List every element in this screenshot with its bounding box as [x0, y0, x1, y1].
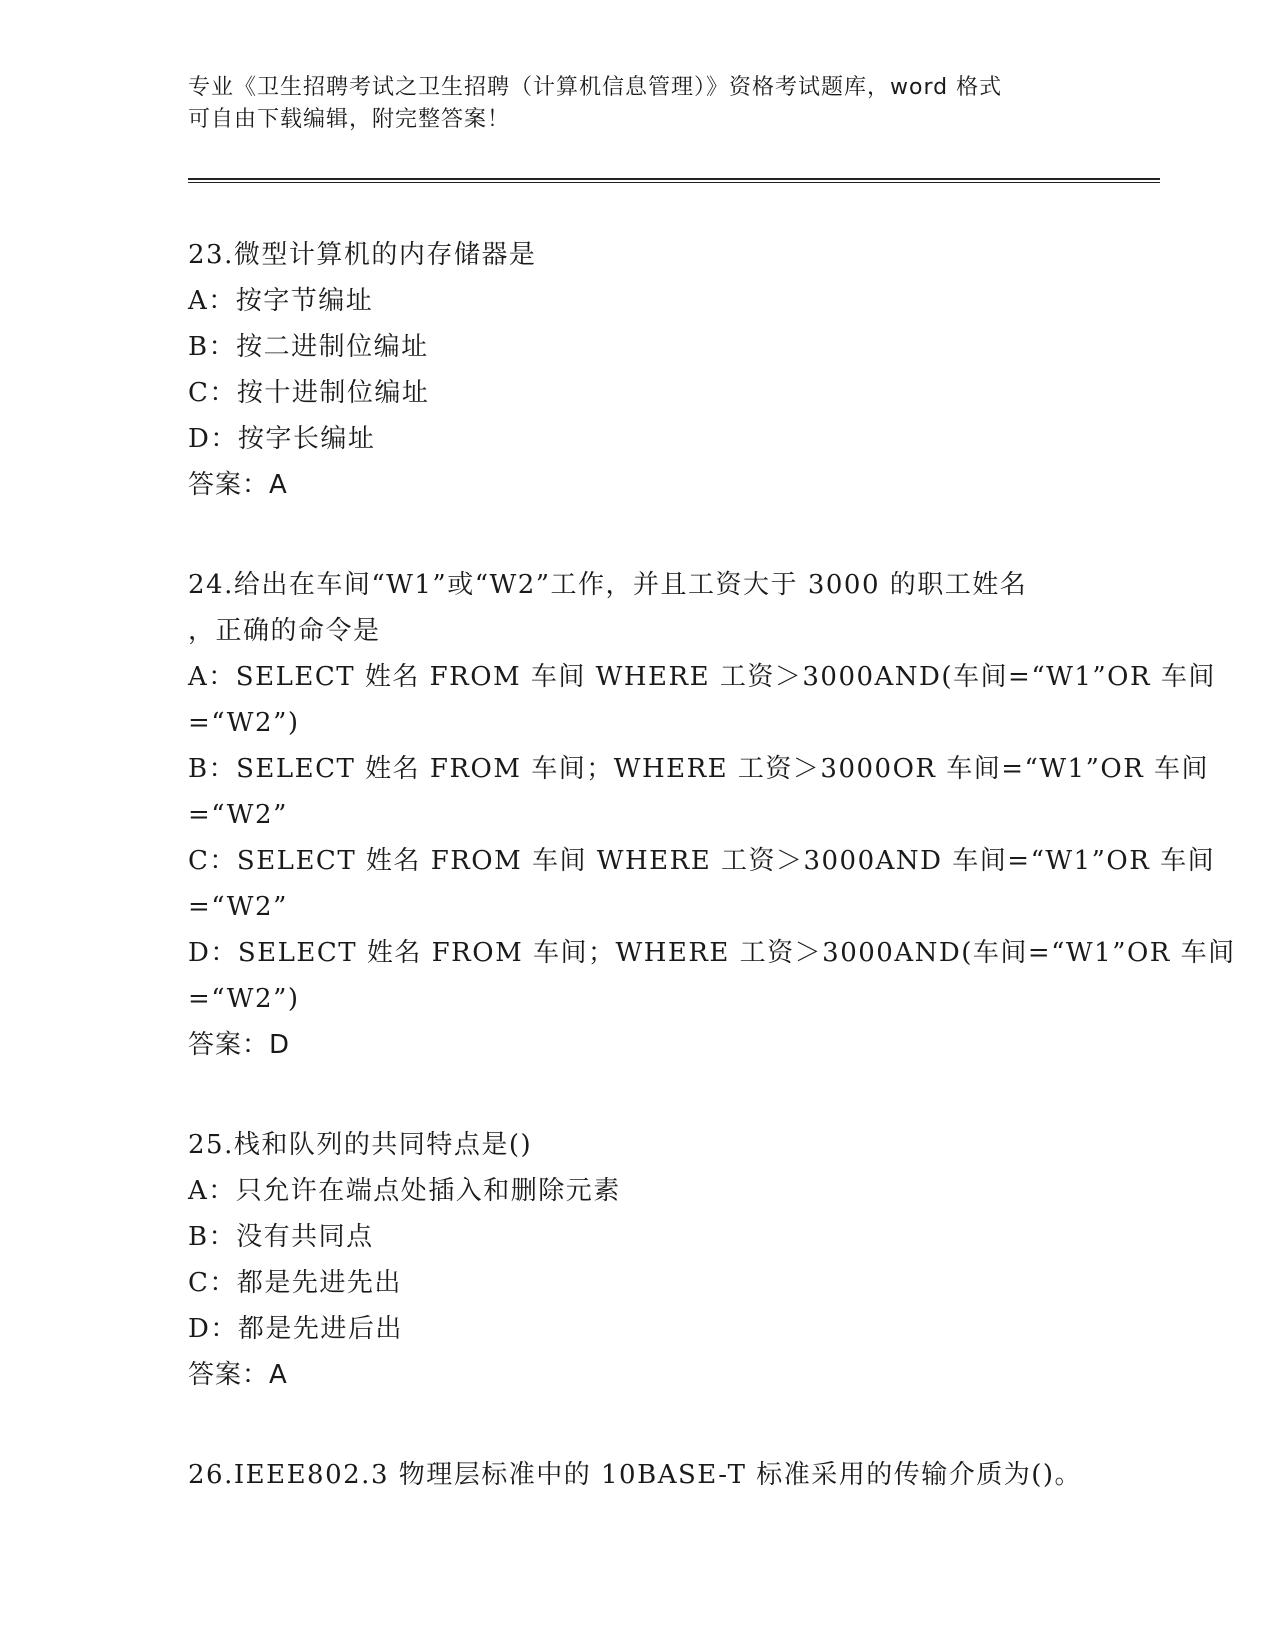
question-answer: 答案：A [188, 470, 288, 500]
header-divider [188, 178, 1160, 183]
question-answer: 答案：D [188, 1030, 291, 1060]
question-option: C：按十进制位编址 [188, 378, 430, 408]
question-option: A：只允许在端点处插入和删除元素 [188, 1176, 621, 1206]
question-item [188, 232, 1088, 508]
question-item [188, 562, 1236, 1068]
question-option: =“W2” [188, 892, 288, 922]
question-option: A：按字节编址 [188, 286, 374, 316]
question-option: B：没有共同点 [188, 1222, 374, 1252]
question-option: B：按二进制位编址 [188, 332, 429, 362]
question-stem: 26.IEEE802.3 物理层标准中的 10BASE-T 标准采用的传输介质为()。 [188, 1460, 1083, 1490]
question-stem: 24.给出在车间“W1”或“W2”工作，并且工资大于 3000 的职工姓名 [188, 570, 1028, 600]
question-option: B：SELECT 姓名 FROM 车间；WHERE 工资＞3000OR 车间=“W1”OR 车间 [188, 754, 1210, 784]
header-line-2: 可自由下载编辑，附完整答案！ [188, 107, 511, 132]
question-option: =“W2” [188, 800, 288, 830]
question-list [188, 232, 1236, 1552]
header-line-1: 专业《卫生招聘考试之卫生招聘（计算机信息管理）》资格考试题库，word 格式 [188, 75, 1003, 100]
question-option: C：SELECT 姓名 FROM 车间 WHERE 工资＞3000AND 车间=“W1”OR 车间 [188, 846, 1216, 876]
question-option: D：都是先进后出 [188, 1314, 403, 1344]
question-option: C：都是先进先出 [188, 1268, 402, 1298]
question-option: =“W2”) [188, 708, 300, 738]
question-item [188, 1452, 1088, 1498]
question-option: D：按字长编址 [188, 424, 376, 454]
question-stem: 23.微型计算机的内存储器是 [188, 240, 537, 270]
question-answer: 答案：A [188, 1360, 288, 1390]
question-option: D：SELECT 姓名 FROM 车间；WHERE 工资＞3000AND(车间=“W1”OR 车间 [188, 938, 1236, 968]
question-stem: 25.栈和队列的共同特点是() [188, 1130, 533, 1160]
document-header [188, 72, 1088, 136]
question-stem: ，正确的命令是 [188, 616, 381, 646]
question-item [188, 1122, 1088, 1398]
question-option: A：SELECT 姓名 FROM 车间 WHERE 工资＞3000AND(车间=“W1”OR 车间 [188, 662, 1216, 692]
question-option: =“W2”) [188, 984, 300, 1014]
